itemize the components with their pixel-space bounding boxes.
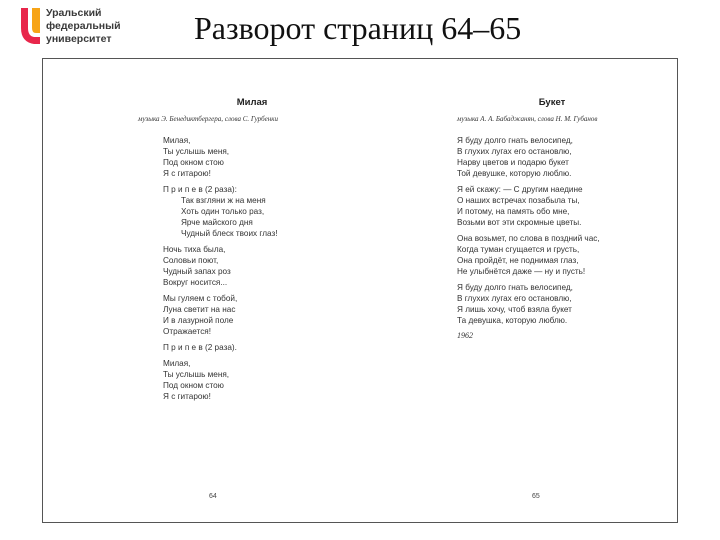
lyric-line: Я буду долго гнать велосипед, <box>457 283 573 292</box>
urfu-logo-icon <box>18 6 44 48</box>
lyric-line: Она пройдёт, не поднимая глаз, <box>457 256 579 265</box>
page-number-right: 65 <box>532 493 540 500</box>
lyric-line: Так взгляни ж на меня <box>181 196 266 205</box>
lyric-line: Ты услышь меня, <box>163 370 230 379</box>
lyric-line: П р и п е в (2 раза). <box>163 343 237 352</box>
lyric-line: Я буду долго гнать велосипед, <box>457 136 573 145</box>
left-page <box>137 97 367 407</box>
verse <box>163 244 367 288</box>
verse <box>163 135 367 179</box>
lyric-line: Чудный блеск твоих глаз! <box>181 229 278 238</box>
lyric-line: И в лазурной поле <box>163 316 234 325</box>
verse <box>163 293 367 337</box>
lyric-line: В глухих лугах его остановлю, <box>457 147 572 156</box>
verse <box>457 135 647 179</box>
lyrics <box>163 135 367 402</box>
verse <box>457 282 647 326</box>
lyric-line: Соловьи поют, <box>163 256 219 265</box>
logo-text: Уральский федеральный университет <box>46 7 121 45</box>
lyric-line: Возьми вот эти скромные цветы. <box>457 218 582 227</box>
lyric-line: И потому, на память обо мне, <box>457 207 570 216</box>
lyric-line: Отражается! <box>163 327 211 336</box>
lyric-line: Я ей скажу: — С другим наедине <box>457 185 583 194</box>
lyric-line: В глухих лугах его остановлю, <box>457 294 572 303</box>
lyric-line: Она возьмет, по слова в поздний час, <box>457 234 600 243</box>
lyric-line: Хоть один только раз, <box>181 207 265 216</box>
page-number-left: 64 <box>209 493 217 500</box>
lyric-line: Под окном стою <box>163 158 224 167</box>
lyric-line: Я с гитарою! <box>163 392 211 401</box>
verse <box>457 233 647 277</box>
lyrics <box>457 135 647 326</box>
lyric-line: Когда туман сгущается и грусть, <box>457 245 580 254</box>
song-title: Букет <box>538 97 566 108</box>
verse <box>457 184 647 228</box>
lyric-line: Я лишь хочу, чтоб взяла букет <box>457 305 572 314</box>
song-credit: музыка А. А. Бабаджанян, слова Н. М. Губанов <box>457 115 598 123</box>
lyric-line: Ярче майского дня <box>181 218 253 227</box>
lyric-line: Вокруг носится... <box>163 278 228 287</box>
song-year: 1962 <box>457 331 473 340</box>
lyric-line: Милая, <box>163 359 191 368</box>
lyric-line: Нарву цветов и подарю букет <box>457 158 569 167</box>
lyric-line: Та девушка, которую люблю. <box>457 316 568 325</box>
slide-title: Разворот страниц 64–65 <box>194 10 522 46</box>
lyric-line: Чудный запах роз <box>163 267 231 276</box>
verse <box>163 184 367 239</box>
lyric-line: Той девушке, которую люблю. <box>457 169 572 178</box>
right-page <box>457 97 647 340</box>
verse <box>163 342 367 353</box>
lyric-line: П р и п е в (2 раза): <box>163 185 237 194</box>
lyric-line: Ты услышь меня, <box>163 147 230 156</box>
page-spread <box>42 58 678 523</box>
lyric-line: Не улыбнётся даже — ну и пусть! <box>457 267 586 276</box>
lyric-line: О наших встречах позабыла ты, <box>457 196 580 205</box>
lyric-line: Под окном стою <box>163 381 224 390</box>
university-logo <box>18 6 128 50</box>
lyric-line: Мы гуляем с тобой, <box>163 294 238 303</box>
song-title: Милая <box>236 97 268 108</box>
lyric-line: Луна светит на нас <box>163 305 236 314</box>
lyric-line: Милая, <box>163 136 191 145</box>
lyric-line: Я с гитарою! <box>163 169 211 178</box>
verse <box>163 358 367 402</box>
lyric-line: Ночь тиха была, <box>163 245 226 254</box>
song-credit: музыка Э. Бенедиктбергера, слова С. Гурбенки <box>138 115 278 123</box>
